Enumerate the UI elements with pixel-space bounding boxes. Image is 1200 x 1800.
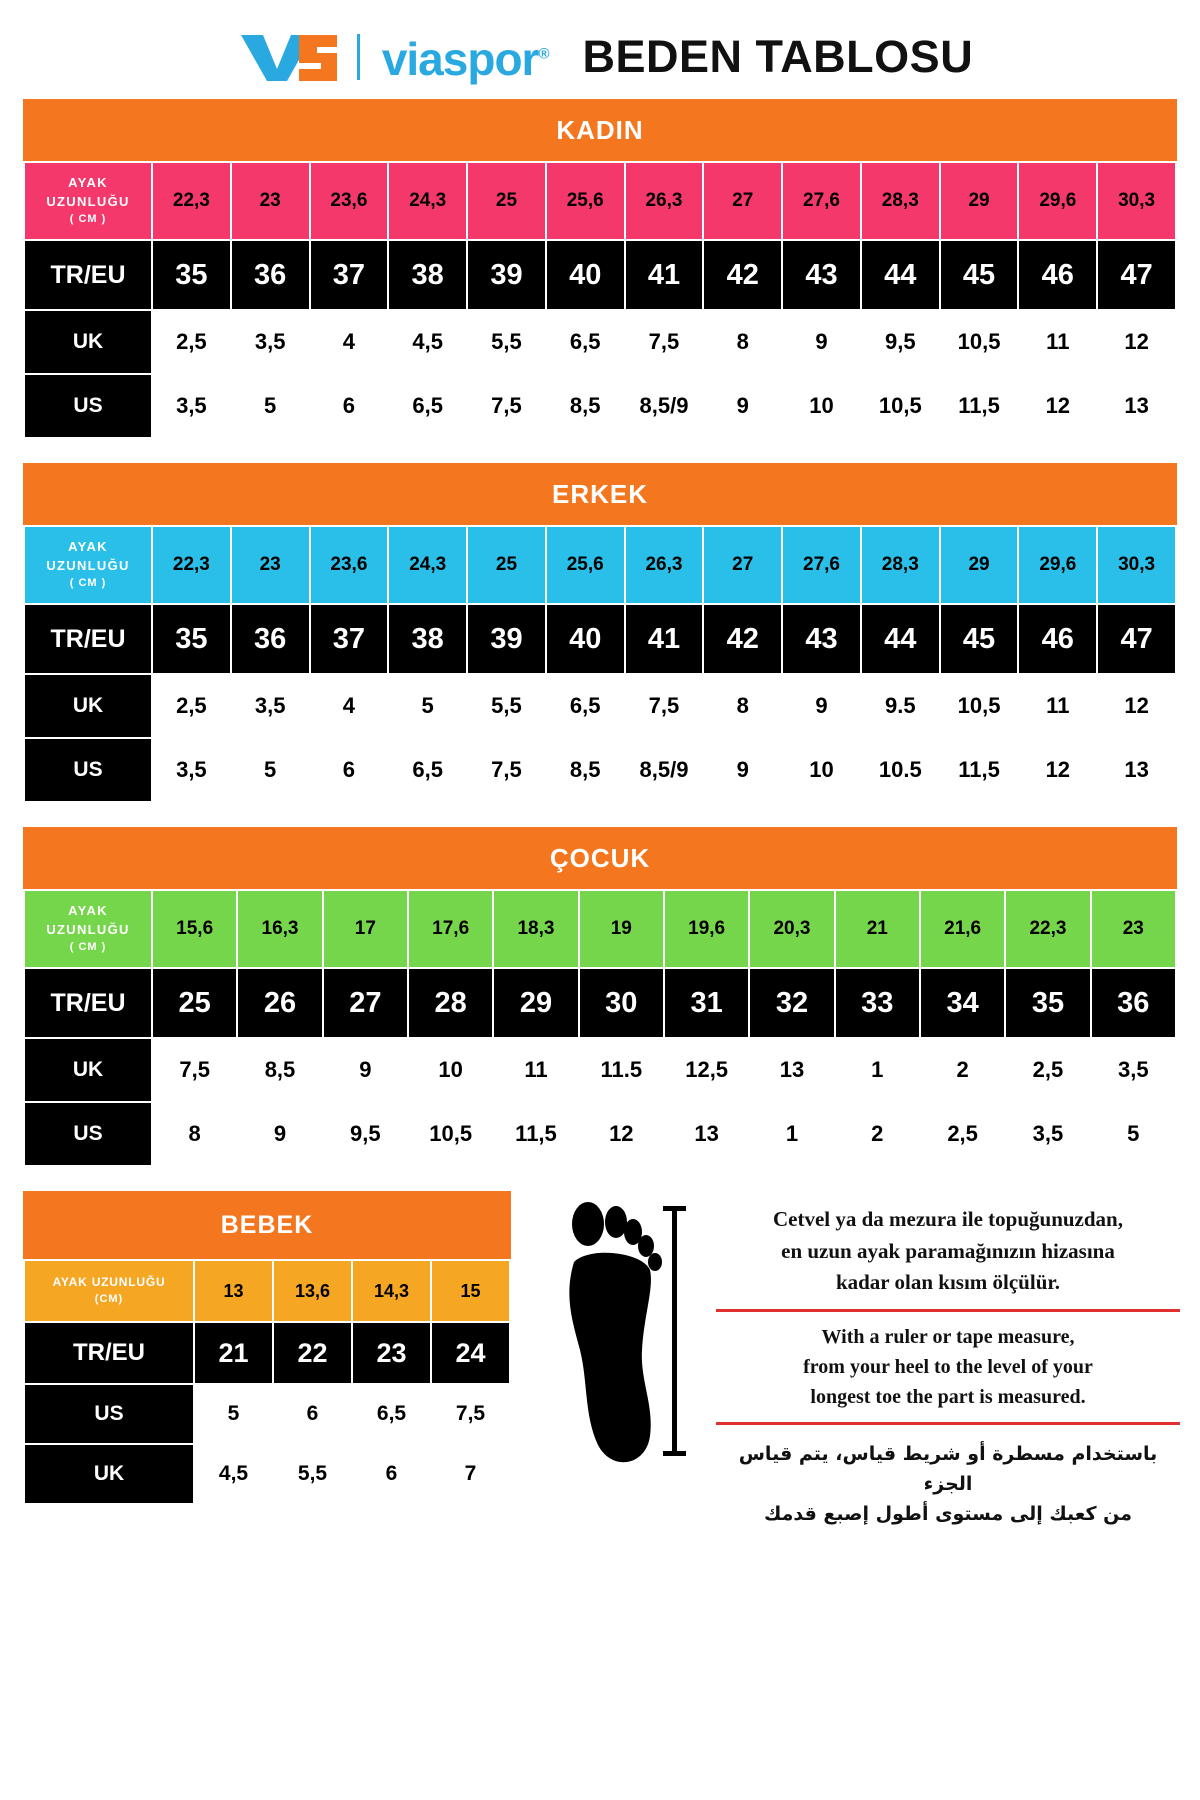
cell: 10 xyxy=(408,1038,493,1102)
cell: 6 xyxy=(310,374,389,438)
row-label-us: US xyxy=(24,1102,152,1166)
table-title-bebek: BEBEK xyxy=(23,1191,511,1259)
cell: 9 xyxy=(237,1102,322,1166)
cell: 9.5 xyxy=(861,674,940,738)
cell: 30,3 xyxy=(1097,526,1176,604)
row-label-us: US xyxy=(24,738,152,802)
instruction-tr-line-1: Cetvel ya da mezura ile topuğunuzdan, xyxy=(772,1207,1123,1231)
cell: 10,5 xyxy=(940,310,1019,374)
cell: 2,5 xyxy=(152,310,231,374)
cell: 21 xyxy=(194,1322,273,1384)
cell: 29 xyxy=(940,526,1019,604)
label-line-3: ( CM ) xyxy=(69,212,107,225)
cell: 17 xyxy=(323,890,408,968)
cell: 5 xyxy=(194,1384,273,1444)
cell: 28,3 xyxy=(861,162,940,240)
cell: 12 xyxy=(1018,374,1097,438)
cell: 46 xyxy=(1018,604,1097,674)
cell: 19,6 xyxy=(664,890,749,968)
row-label-tr-eu: TR/EU xyxy=(24,240,152,310)
cell: 9 xyxy=(323,1038,408,1102)
cell: 28 xyxy=(408,968,493,1038)
instruction-en-line-2: from your heel to the level of your xyxy=(803,1355,1093,1378)
brand-wordmark xyxy=(381,33,549,85)
cell: 7 xyxy=(431,1444,510,1504)
cell: 9 xyxy=(782,674,861,738)
cell: 34 xyxy=(920,968,1005,1038)
table-row xyxy=(24,240,1176,310)
cell: 6 xyxy=(352,1444,431,1504)
cell: 9 xyxy=(703,374,782,438)
cell: 43 xyxy=(782,240,861,310)
cell: 4 xyxy=(310,310,389,374)
page-header xyxy=(20,18,1180,96)
cell: 18,3 xyxy=(493,890,578,968)
row-label-foot-length xyxy=(24,1260,194,1322)
cell: 25,6 xyxy=(546,526,625,604)
table-row xyxy=(24,738,1176,802)
cell: 8,5/9 xyxy=(625,374,704,438)
cell: 5,5 xyxy=(467,674,546,738)
label-line-1: AYAK UZUNLUĞU xyxy=(52,1275,166,1290)
table-row xyxy=(24,1384,510,1444)
cell: 3,5 xyxy=(152,738,231,802)
cell: 29,6 xyxy=(1018,526,1097,604)
cell: 44 xyxy=(861,604,940,674)
cell: 7,5 xyxy=(152,1038,237,1102)
cell: 19 xyxy=(579,890,664,968)
cell: 6 xyxy=(310,738,389,802)
cell: 42 xyxy=(703,240,782,310)
cell: 36 xyxy=(231,604,310,674)
cell: 45 xyxy=(940,604,1019,674)
cell: 43 xyxy=(782,604,861,674)
cell: 29,6 xyxy=(1018,162,1097,240)
label-line-3: ( CM ) xyxy=(69,940,107,953)
cell: 13,6 xyxy=(273,1260,352,1322)
cell: 36 xyxy=(1091,968,1176,1038)
table-row xyxy=(24,674,1176,738)
cell: 40 xyxy=(546,604,625,674)
cell: 8 xyxy=(703,674,782,738)
label-line-1: AYAK xyxy=(68,175,108,191)
cell: 32 xyxy=(749,968,834,1038)
size-table-kadin xyxy=(23,161,1177,439)
cell: 39 xyxy=(467,240,546,310)
cell: 5 xyxy=(388,674,467,738)
cell: 5,5 xyxy=(467,310,546,374)
cell: 6,5 xyxy=(388,738,467,802)
cell: 3,5 xyxy=(1005,1102,1090,1166)
page-title: BEDEN TABLOSU xyxy=(582,31,974,82)
cell: 23 xyxy=(231,162,310,240)
cell: 46 xyxy=(1018,240,1097,310)
cell: 27 xyxy=(703,526,782,604)
cell: 24 xyxy=(431,1322,510,1384)
label-line-2: UZUNLUĞU xyxy=(46,558,130,574)
measure-instructions xyxy=(716,1188,1180,1530)
cell: 23 xyxy=(231,526,310,604)
cell: 41 xyxy=(625,240,704,310)
cell: 38 xyxy=(388,240,467,310)
table-block-bebek xyxy=(20,1188,514,1508)
cell: 2,5 xyxy=(152,674,231,738)
cell: 11 xyxy=(1018,310,1097,374)
cell: 37 xyxy=(310,604,389,674)
cell: 16,3 xyxy=(237,890,322,968)
cell: 22 xyxy=(273,1322,352,1384)
table-title-cocuk: ÇOCUK xyxy=(23,827,1177,889)
label-line-2: UZUNLUĞU xyxy=(46,922,130,938)
cell: 10.5 xyxy=(861,738,940,802)
cell: 7,5 xyxy=(431,1384,510,1444)
cell: 27 xyxy=(323,968,408,1038)
cell: 29 xyxy=(940,162,1019,240)
cell: 12 xyxy=(1018,738,1097,802)
cell: 42 xyxy=(703,604,782,674)
cell: 10 xyxy=(782,738,861,802)
cell: 10,5 xyxy=(940,674,1019,738)
cell: 8 xyxy=(152,1102,237,1166)
cell: 35 xyxy=(152,604,231,674)
table-row xyxy=(24,968,1176,1038)
cell: 30 xyxy=(579,968,664,1038)
cell: 10 xyxy=(782,374,861,438)
cell: 12 xyxy=(1097,310,1176,374)
table-row xyxy=(24,526,1176,604)
cell: 22,3 xyxy=(1005,890,1090,968)
cell: 6 xyxy=(273,1384,352,1444)
row-label-tr-eu: TR/EU xyxy=(24,1322,194,1384)
cell: 8,5 xyxy=(237,1038,322,1102)
divider xyxy=(716,1309,1180,1312)
instruction-en-line-1: With a ruler or tape measure, xyxy=(821,1325,1075,1348)
cell: 7,5 xyxy=(467,374,546,438)
cell: 10,5 xyxy=(861,374,940,438)
cell: 2 xyxy=(835,1102,920,1166)
cell: 23,6 xyxy=(310,526,389,604)
cell: 15,6 xyxy=(152,890,237,968)
cell: 14,3 xyxy=(352,1260,431,1322)
registered-mark: ® xyxy=(538,45,549,63)
table-row xyxy=(24,1102,1176,1166)
cell: 45 xyxy=(940,240,1019,310)
row-label-uk: UK xyxy=(24,674,152,738)
foot-measure-illustration xyxy=(530,1188,700,1475)
cell: 5 xyxy=(1091,1102,1176,1166)
row-label-uk: UK xyxy=(24,1444,194,1504)
row-label-tr-eu: TR/EU xyxy=(24,968,152,1038)
cell: 6,5 xyxy=(352,1384,431,1444)
table-row xyxy=(24,1322,510,1384)
cell: 8,5 xyxy=(546,374,625,438)
size-table-bebek xyxy=(23,1259,511,1505)
cell: 44 xyxy=(861,240,940,310)
row-label-uk: UK xyxy=(24,1038,152,1102)
cell: 8,5/9 xyxy=(625,738,704,802)
cell: 26 xyxy=(237,968,322,1038)
instruction-en xyxy=(716,1322,1180,1412)
cell: 11,5 xyxy=(940,374,1019,438)
cell: 25 xyxy=(467,526,546,604)
cell: 13 xyxy=(664,1102,749,1166)
cell: 4,5 xyxy=(194,1444,273,1504)
table-title-kadin: KADIN xyxy=(23,99,1177,161)
instruction-tr-line-3: kadar olan kısım ölçülür. xyxy=(835,1270,1061,1294)
label-line-1: AYAK xyxy=(68,539,108,555)
instruction-en-line-3: longest toe the part is measured. xyxy=(810,1385,1086,1408)
cell: 10,5 xyxy=(408,1102,493,1166)
cell: 1 xyxy=(749,1102,834,1166)
cell: 9,5 xyxy=(861,310,940,374)
cell: 39 xyxy=(467,604,546,674)
cell: 22,3 xyxy=(152,162,231,240)
cell: 15 xyxy=(431,1260,510,1322)
row-label-us: US xyxy=(24,1384,194,1444)
table-row xyxy=(24,374,1176,438)
brand-wordmark-text: viaspor xyxy=(381,33,539,85)
instruction-ar xyxy=(716,1439,1180,1530)
cell: 11 xyxy=(493,1038,578,1102)
row-label-foot-length xyxy=(24,890,152,968)
cell: 11,5 xyxy=(493,1102,578,1166)
cell: 2 xyxy=(920,1038,1005,1102)
table-row xyxy=(24,604,1176,674)
instruction-tr xyxy=(716,1204,1180,1299)
cell: 20,3 xyxy=(749,890,834,968)
footprint-icon xyxy=(554,1200,664,1475)
v5-logo-icon xyxy=(237,29,341,85)
cell: 12 xyxy=(1097,674,1176,738)
cell: 9 xyxy=(782,310,861,374)
cell: 21,6 xyxy=(920,890,1005,968)
cell: 33 xyxy=(835,968,920,1038)
cell: 6,5 xyxy=(388,374,467,438)
instruction-ar-line-1: باستخدام مسطرة أو شريط قياس، يتم قياس الجزء xyxy=(738,1442,1158,1495)
cell: 3,5 xyxy=(152,374,231,438)
cell: 17,6 xyxy=(408,890,493,968)
cell: 1 xyxy=(835,1038,920,1102)
cell: 23,6 xyxy=(310,162,389,240)
ruler-measure-icon xyxy=(672,1206,677,1456)
cell: 24,3 xyxy=(388,526,467,604)
table-block-kadin xyxy=(20,96,1180,442)
cell: 27,6 xyxy=(782,526,861,604)
cell: 7,5 xyxy=(467,738,546,802)
cell: 2,5 xyxy=(920,1102,1005,1166)
row-label-foot-length xyxy=(24,526,152,604)
cell: 5 xyxy=(231,374,310,438)
bottom-section xyxy=(20,1188,1180,1530)
cell: 7,5 xyxy=(625,674,704,738)
table-block-cocuk xyxy=(20,824,1180,1170)
cell: 11 xyxy=(1018,674,1097,738)
cell: 22,3 xyxy=(152,526,231,604)
cell: 47 xyxy=(1097,604,1176,674)
table-row xyxy=(24,890,1176,968)
cell: 36 xyxy=(231,240,310,310)
cell: 29 xyxy=(493,968,578,1038)
row-label-us: US xyxy=(24,374,152,438)
cell: 47 xyxy=(1097,240,1176,310)
table-title-erkek: ERKEK xyxy=(23,463,1177,525)
cell: 25,6 xyxy=(546,162,625,240)
cell: 2,5 xyxy=(1005,1038,1090,1102)
cell: 37 xyxy=(310,240,389,310)
cell: 4,5 xyxy=(388,310,467,374)
instruction-ar-line-2: من كعبك إلى مستوى أطول إصبع قدمك xyxy=(763,1503,1133,1526)
cell: 6,5 xyxy=(546,310,625,374)
cell: 23 xyxy=(1091,890,1176,968)
cell: 27 xyxy=(703,162,782,240)
cell: 9,5 xyxy=(323,1102,408,1166)
label-line-2: UZUNLUĞU xyxy=(46,194,130,210)
logo-divider xyxy=(357,34,360,80)
cell: 41 xyxy=(625,604,704,674)
row-label-foot-length xyxy=(24,162,152,240)
table-row xyxy=(24,1038,1176,1102)
cell: 3,5 xyxy=(1091,1038,1176,1102)
cell: 35 xyxy=(152,240,231,310)
cell: 12,5 xyxy=(664,1038,749,1102)
cell: 13 xyxy=(749,1038,834,1102)
table-block-erkek xyxy=(20,460,1180,806)
cell: 28,3 xyxy=(861,526,940,604)
cell: 26,3 xyxy=(625,162,704,240)
label-line-3: ( CM ) xyxy=(69,576,107,589)
cell: 3,5 xyxy=(231,674,310,738)
cell: 30,3 xyxy=(1097,162,1176,240)
cell: 13 xyxy=(194,1260,273,1322)
cell: 27,6 xyxy=(782,162,861,240)
cell: 31 xyxy=(664,968,749,1038)
cell: 4 xyxy=(310,674,389,738)
divider xyxy=(716,1422,1180,1425)
cell: 12 xyxy=(579,1102,664,1166)
table-row xyxy=(24,1444,510,1504)
table-row xyxy=(24,162,1176,240)
cell: 26,3 xyxy=(625,526,704,604)
table-row xyxy=(24,310,1176,374)
label-line-1: AYAK xyxy=(68,903,108,919)
cell: 8 xyxy=(703,310,782,374)
row-label-uk: UK xyxy=(24,310,152,374)
cell: 8,5 xyxy=(546,738,625,802)
label-line-2: (CM) xyxy=(94,1292,124,1305)
cell: 13 xyxy=(1097,374,1176,438)
cell: 3,5 xyxy=(231,310,310,374)
cell: 11,5 xyxy=(940,738,1019,802)
cell: 25 xyxy=(467,162,546,240)
cell: 40 xyxy=(546,240,625,310)
table-row xyxy=(24,1260,510,1322)
cell: 5,5 xyxy=(273,1444,352,1504)
cell: 5 xyxy=(231,738,310,802)
cell: 21 xyxy=(835,890,920,968)
cell: 9 xyxy=(703,738,782,802)
cell: 11.5 xyxy=(579,1038,664,1102)
cell: 35 xyxy=(1005,968,1090,1038)
cell: 13 xyxy=(1097,738,1176,802)
cell: 25 xyxy=(152,968,237,1038)
size-table-cocuk xyxy=(23,889,1177,1167)
instruction-tr-line-2: en uzun ayak paramağınızın hizasına xyxy=(781,1238,1115,1263)
cell: 24,3 xyxy=(388,162,467,240)
row-label-tr-eu: TR/EU xyxy=(24,604,152,674)
cell: 7,5 xyxy=(625,310,704,374)
cell: 6,5 xyxy=(546,674,625,738)
cell: 23 xyxy=(352,1322,431,1384)
cell: 38 xyxy=(388,604,467,674)
size-table-erkek xyxy=(23,525,1177,803)
